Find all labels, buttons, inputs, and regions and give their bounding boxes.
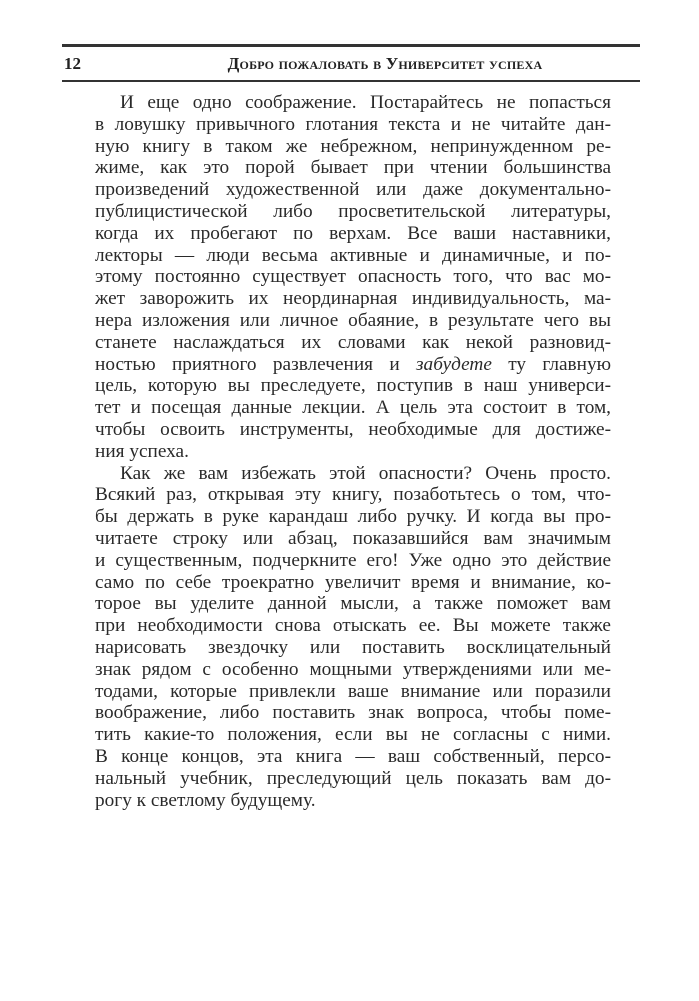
text-line: в ловушку привычного глотания текста и не читайте дан- [95,113,611,135]
text-line: тить какие-то положения, если вы не согласны с ними. [95,724,611,746]
paragraph-1 [95,92,611,463]
text-line: когда их пробегают по верхам. Все ваши наставники, [95,222,611,244]
text-line: публицистической либо просветительской литературы, [95,200,611,222]
text-line: читаете строку или абзац, показавшийся вам значимым [95,527,611,549]
text-line: и существенным, подчеркните его! Уже одно это действие [95,549,611,571]
text-line: нальный учебник, преследующий цель показать вам до- [95,767,611,789]
text-line: жет заворожить их неординарная индивидуальность, ма- [95,288,611,310]
text-line: Всякий раз, открывая эту книгу, позаботьтесь о том, что- [95,484,611,506]
text-line: цель, которую вы преследуете, поступив в наш универси- [95,375,611,397]
body-text [95,92,611,811]
text-line: рогу к светлому будущему. [95,789,316,811]
running-title: Добро пожаловать в Университет успеха [227,54,543,73]
italic-emphasis: забудете [416,353,492,375]
paragraph-2 [95,463,611,812]
header-rule-top [62,44,640,47]
text-line: нарисовать звездочку или поставить восклицательный [95,636,611,658]
text-line: нера изложения или личное обаяние, в результате чего вы [95,309,611,331]
text-line: Как же вам избежать этой опасности? Очень просто. [120,462,611,484]
text-line: само по себе троекратно увеличит время и внимание, ко- [95,571,611,593]
text-segment: ностью приятного развлечения и [95,353,400,375]
text-line: произведений художественной или даже документально- [95,179,611,201]
header-rule-bottom [62,80,640,82]
text-line: лекторы — люди весьма активные и динамичные, и по- [95,244,611,266]
text-line: В конце концов, эта книга — ваш собственный, персо- [95,745,611,767]
text-line: знак рядом с особенно мощными утверждениями или ме- [95,658,611,680]
text-line: тет и посещая данные лекции. А цель эта состоит в том, [95,397,611,419]
text-line: И еще одно соображение. Постарайтесь не попасться [120,92,611,113]
text-line: торое вы уделите данной мысли, а также поможет вам [95,593,611,615]
text-line: тодами, которые привлекли ваше внимание или поразили [95,680,611,702]
page-number: 12 [64,54,81,73]
text-line: воображение, либо поставить знак вопроса, чтобы поме- [95,702,611,724]
text-line: станете наслаждаться их словами как некой разновид- [95,331,611,353]
text-line: ную книгу в таком же небрежном, непринужденном ре- [95,135,611,157]
text-line: ния успеха. [95,440,189,462]
text-line [95,354,611,376]
text-line: этому постоянно существует опасность того, что вас мо- [95,266,611,288]
text-line: бы держать в руке карандаш либо ручку. И когда вы про- [95,506,611,528]
text-line: чтобы освоить инструменты, необходимые для достиже- [95,418,611,440]
text-segment: ту главную [508,353,611,375]
text-line: жиме, как это порой бывает при чтении большинства [95,157,611,179]
text-line: при необходимости снова отыскать ее. Вы можете также [95,615,611,637]
